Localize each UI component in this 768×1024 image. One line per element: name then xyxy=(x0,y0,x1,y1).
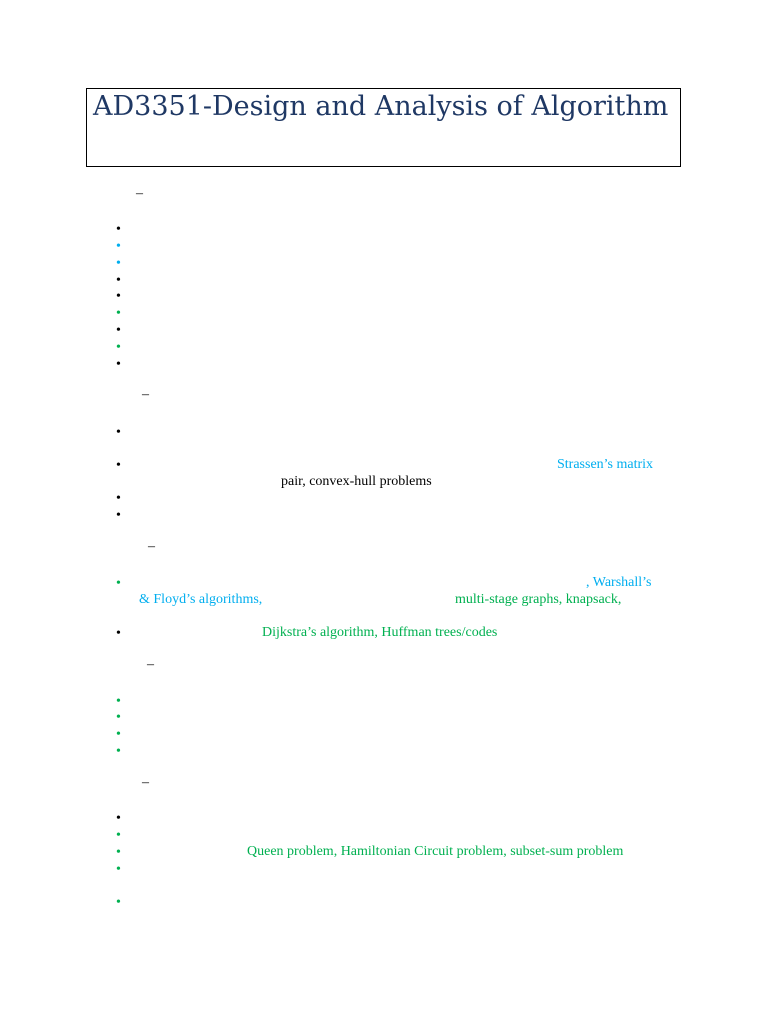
unit3-bullet: • xyxy=(116,576,121,591)
unit4-dash: – xyxy=(147,657,154,672)
unit2-bullet: • xyxy=(116,425,121,440)
unit3-dash: – xyxy=(148,539,155,554)
unit5-bullet: • xyxy=(116,862,121,877)
unit5-bullet: • xyxy=(116,845,121,860)
unit4-bullet: • xyxy=(116,710,121,725)
unit5-dash: – xyxy=(142,775,149,790)
unit1-bullet: • xyxy=(116,357,121,372)
unit5-bullet: • xyxy=(116,895,121,910)
unit1-bullet: • xyxy=(116,289,121,304)
unit2-dash: – xyxy=(142,387,149,402)
dijkstra-text: Dijkstra’s algorithm, Huffman trees/codes xyxy=(262,625,498,640)
unit3-bullet: • xyxy=(116,626,121,641)
unit4-bullet: • xyxy=(116,694,121,709)
unit1-bullet: • xyxy=(116,222,121,237)
unit2-bullet: • xyxy=(116,458,121,473)
unit2-bullet: • xyxy=(116,508,121,523)
unit1-bullet: • xyxy=(116,256,121,271)
unit1-dash: – xyxy=(136,186,143,201)
closest-pair-text: pair, convex-hull problems xyxy=(281,474,432,489)
unit1-bullet: • xyxy=(116,239,121,254)
unit1-bullet: • xyxy=(116,323,121,338)
strassen-text: Strassen’s matrix xyxy=(557,457,654,472)
unit5-bullet: • xyxy=(116,811,121,826)
floyd-text: & Floyd’s algorithms, xyxy=(139,592,263,607)
queen-text: Queen problem, Hamiltonian Circuit problem, subset-sum problem xyxy=(247,844,624,859)
multistage-text: multi-stage graphs, knapsack, xyxy=(455,592,622,607)
unit1-bullet: • xyxy=(116,273,121,288)
unit1-bullet: • xyxy=(116,340,121,355)
warshall-text: , Warshall’s xyxy=(586,575,652,590)
unit2-bullet: • xyxy=(116,491,121,506)
unit4-bullet: • xyxy=(116,727,121,742)
unit4-bullet: • xyxy=(116,744,121,759)
unit1-bullet: • xyxy=(116,306,121,321)
document-title: AD3351-Design and Analysis of Algorithm xyxy=(93,91,669,122)
unit5-bullet: • xyxy=(116,828,121,843)
